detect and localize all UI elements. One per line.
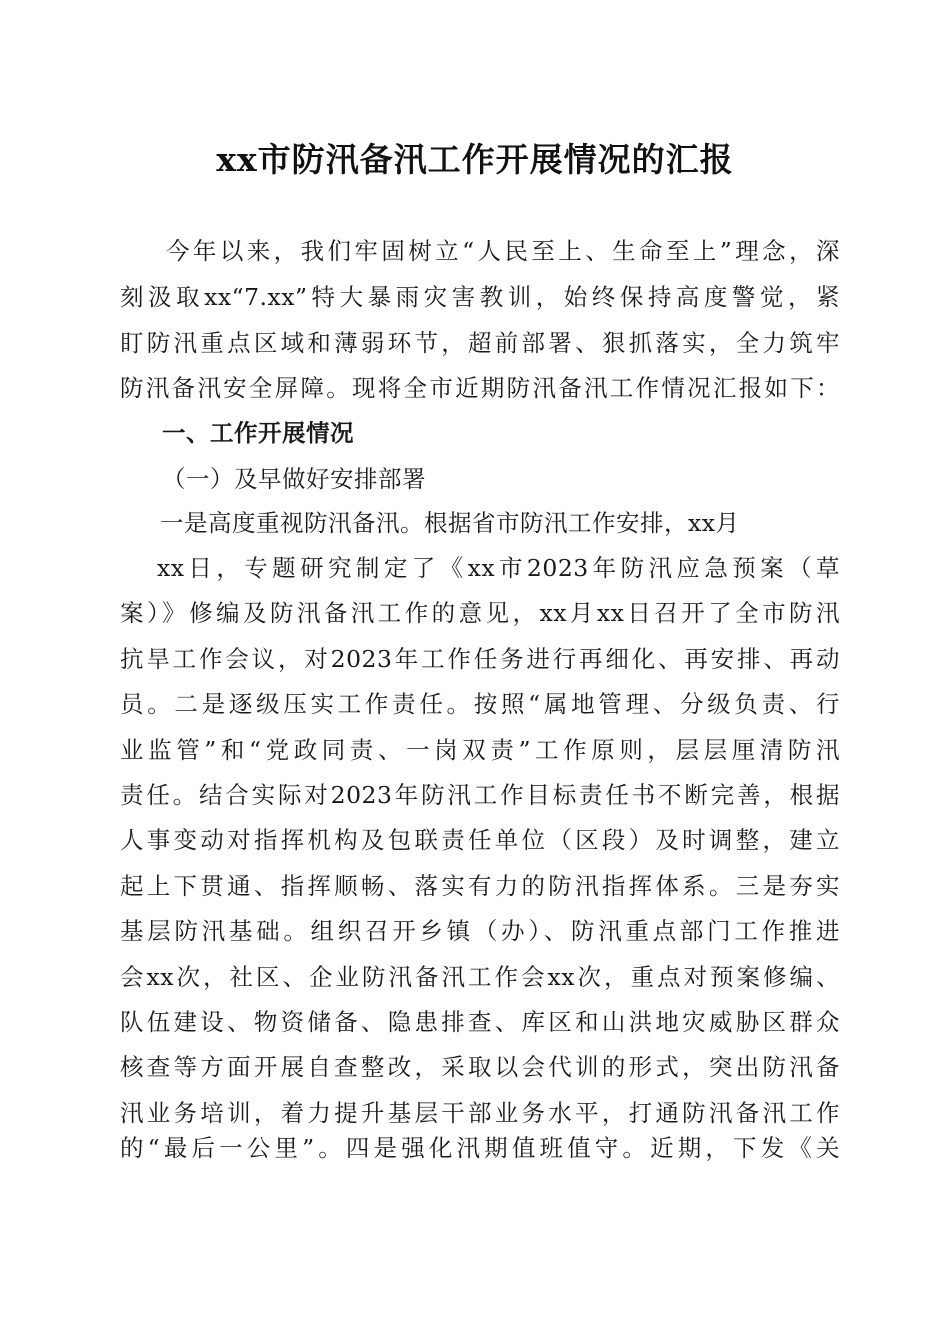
body-line: 汛业务培训，着力提升基层干部业务水平，打通防汛备汛工作 [120,1099,840,1127]
body-line: 队伍建设、物资储备、隐患排查、库区和山洪地灾威胁区群众 [120,1008,840,1036]
intro-line: 今年以来，我们牢固树立“人民至上、生命至上”理念，深 [166,237,840,265]
body-line: 的“最后一公里”。四是强化汛期值班值守。近期，下发《关 [120,1134,840,1162]
body-line: 责任。结合实际对2023年防汛工作目标责任书不断完善，根据 [120,781,840,809]
body-line: 一是高度重视防汛备汛。根据省市防汛工作安排，xx月 [160,509,740,537]
section-heading: 一、工作开展情况 [162,419,354,447]
body-line: 会xx次，社区、企业防汛备汛工作会xx次，重点对预案修编、 [120,963,840,991]
intro-line: 盯防汛重点区域和薄弱环节，超前部署、狠抓落实，全力筑牢 [120,329,840,357]
body-line: 起上下贯通、指挥顺畅、落实有力的防汛指挥体系。三是夯实 [120,872,840,900]
intro-line: 防汛备汛安全屏障。现将全市近期防汛备汛工作情况汇报如下： [120,374,840,402]
body-line: xx日，专题研究制定了《xx市2023年防汛应急预案（草 [157,554,840,582]
body-line: 核查等方面开展自查整改，采取以会代训的形式，突出防汛备 [120,1053,840,1081]
intro-line: 刻汲取xx“7.xx”特大暴雨灾害教训，始终保持高度警觉，紧 [120,283,840,311]
subsection-heading: （一）及早做好安排部署 [162,465,426,493]
body-line: 人事变动对指挥机构及包联责任单位（区段）及时调整，建立 [120,826,840,854]
document-title: xx市防汛备汛工作开展情况的汇报 [216,140,734,179]
body-line: 员。二是逐级压实工作责任。按照“属地管理、分级负责、行 [120,690,840,718]
body-line: 案）》修编及防汛备汛工作的意见，xx月xx日召开了全市防汛 [120,599,840,627]
body-line: 业监管”和“党政同责、一岗双责”工作原则，层层厘清防汛 [120,736,840,764]
body-line: 抗旱工作会议，对2023年工作任务进行再细化、再安排、再动 [120,645,840,673]
body-line: 基层防汛基础。组织召开乡镇（办）、防汛重点部门工作推进 [120,917,840,945]
